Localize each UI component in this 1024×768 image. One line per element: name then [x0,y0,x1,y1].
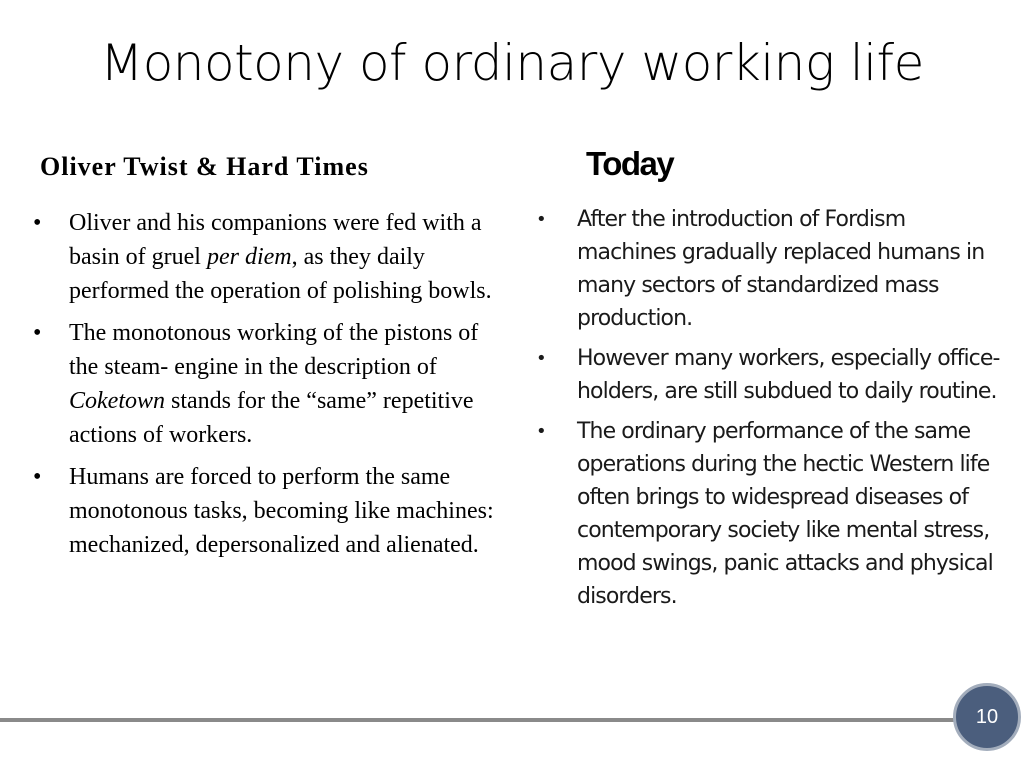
right-column-heading: Today [586,145,674,182]
left-bullet-2-text: The monotonous working of the pistons of the steam- engine in the description of [69,320,479,380]
left-bullet-3 [33,460,509,562]
left-column-heading: Oliver Twist & Hard Times [40,152,369,181]
page-number: 10 [975,705,999,728]
bullet-icon: • [33,210,42,236]
left-bullet-1-text-end: , as they daily performed the operation of polishing bowls. [69,244,492,304]
slide-title: Monotony of ordinary working life [100,34,924,92]
bullet-icon: • [33,320,42,346]
left-bullet-1-text: Oliver and his companions were fed with a basin of gruel [69,210,482,270]
footer-divider [0,718,960,722]
right-bullet-1-text: After the introduction of Fordism machines gradually replaced humans in many sectors of standardized mass production. [577,207,985,331]
right-bullet-1 [536,203,1007,335]
page-number-badge [953,683,1021,751]
right-bullet-list [536,203,1007,620]
left-bullet-1-italic: per diem [206,244,292,270]
left-bullet-2-text-end: stands for the “same” repetitive actions of workers. [69,388,474,448]
left-bullet-3-text: Humans are forced to perform the same monotonous tasks, becoming like machines: mechanized, depersonalized and alienated. [69,464,494,558]
right-bullet-3-text: The ordinary performance of the same operations during the hectic Western life often brings to widespread diseases of contemporary society like mental stress, mood swings, panic attacks and physical disorders. [577,419,993,609]
bullet-icon: • [33,464,42,490]
right-bullet-2-text: However many workers, especially office-holders, are still subdued to daily routine. [577,346,1000,404]
bullet-icon: • [536,421,546,442]
right-bullet-2 [536,342,1007,408]
left-bullet-1 [33,206,509,308]
left-bullet-2-italic: Coketown [69,388,165,414]
bullet-icon: • [536,348,546,369]
left-bullet-list [33,206,509,570]
right-bullet-3 [536,415,1007,613]
bullet-icon: • [536,209,546,230]
left-bullet-2 [33,316,509,452]
